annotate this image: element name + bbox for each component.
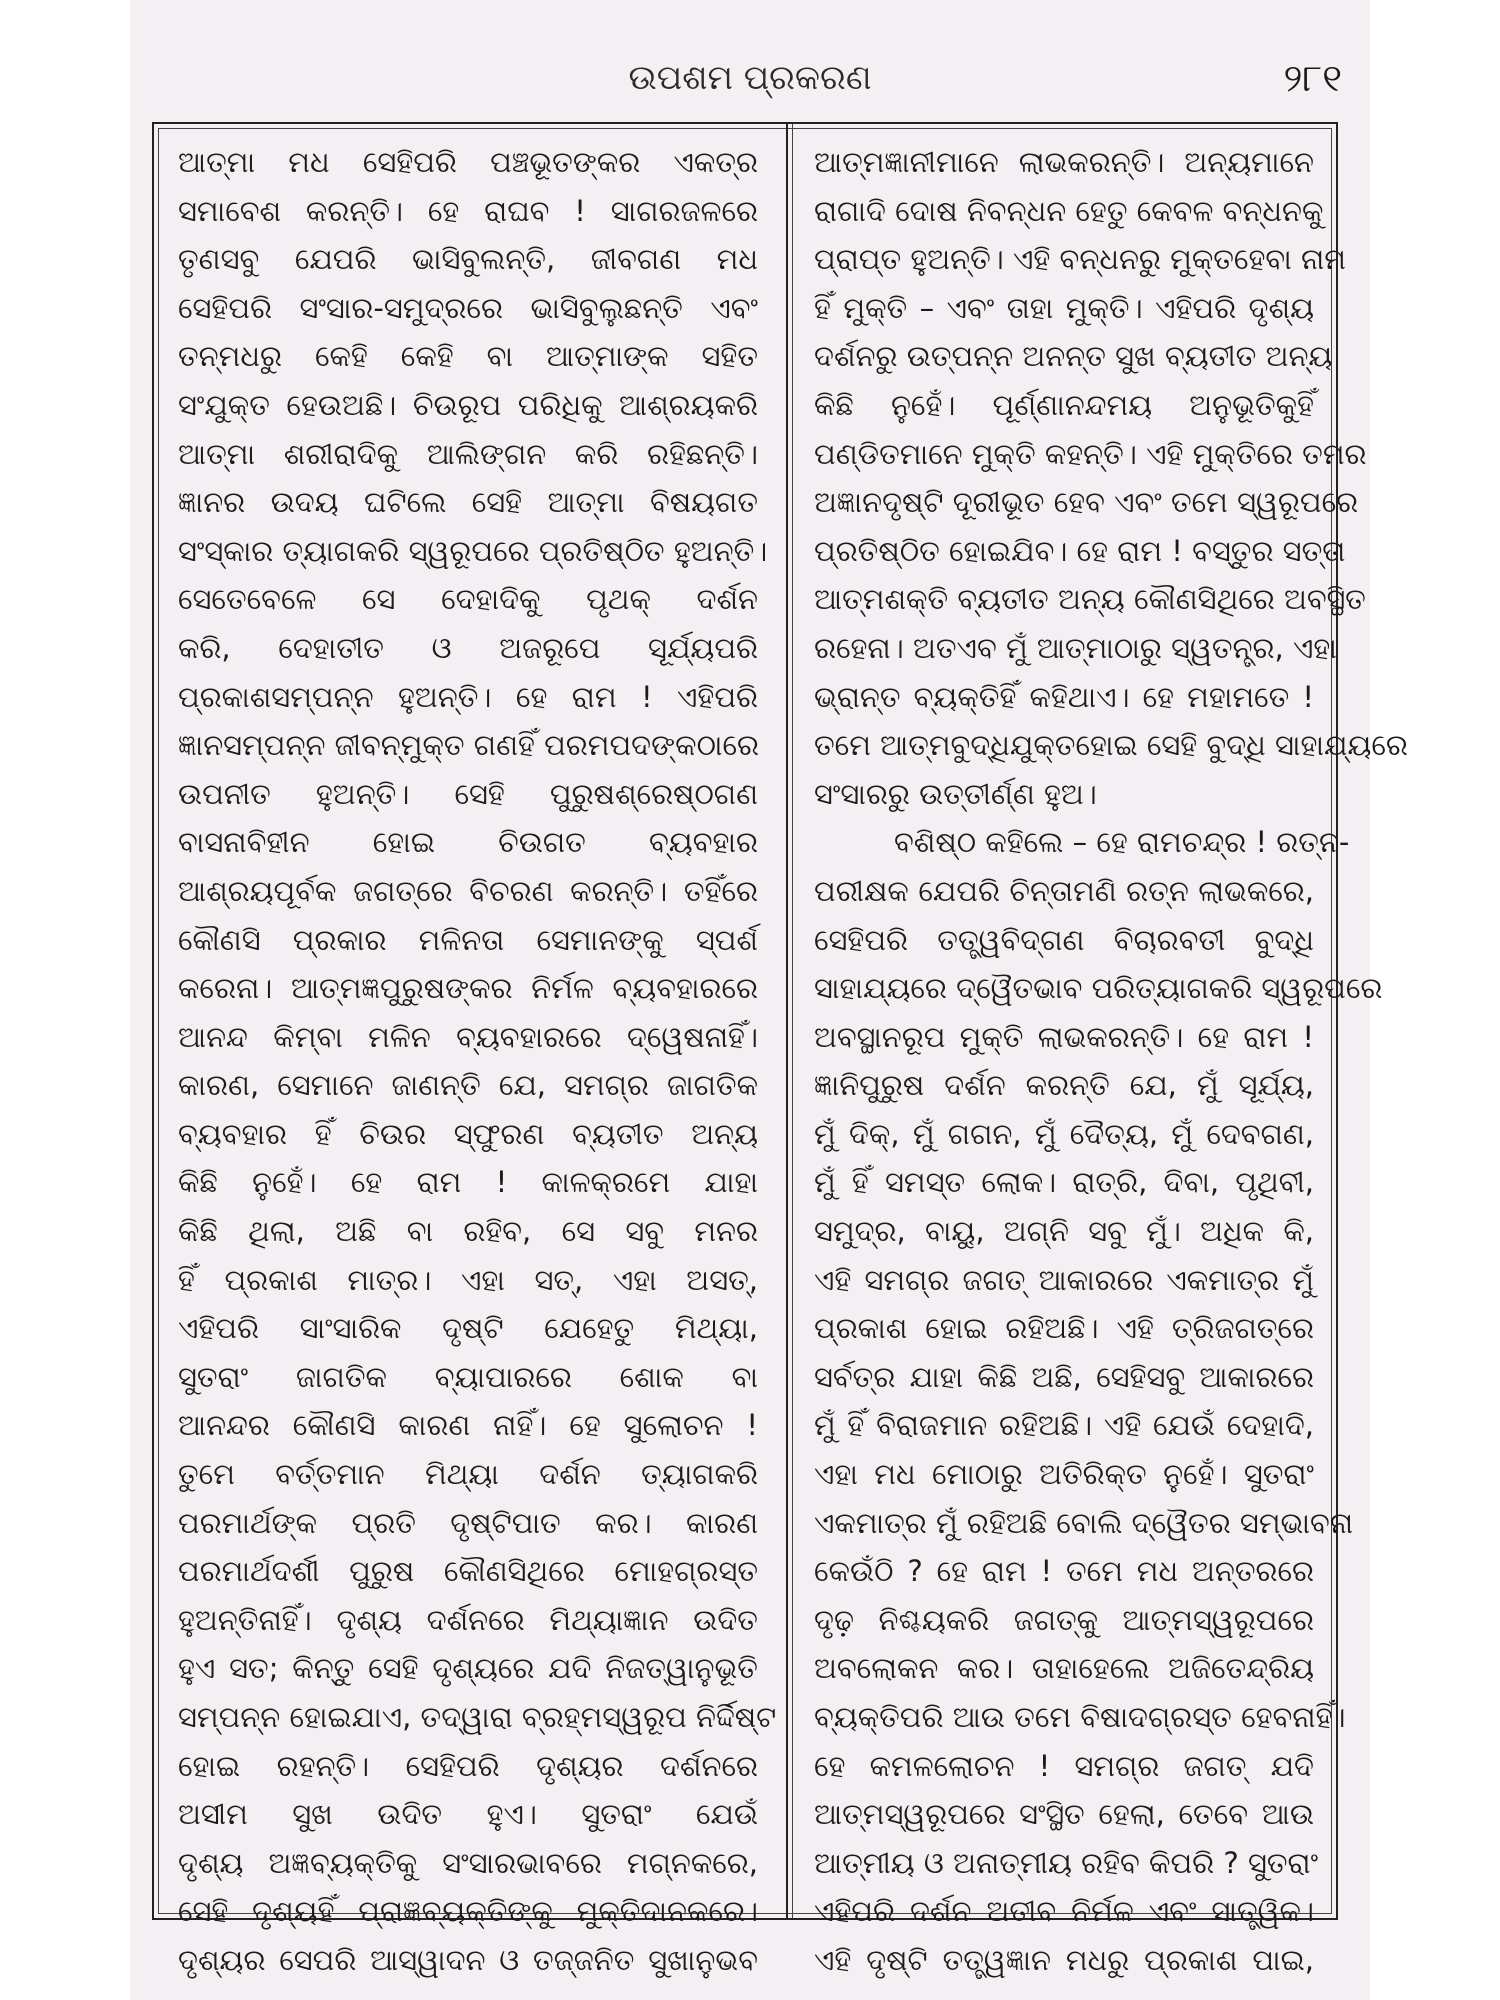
text-line: କରେନା। ଆତ୍ମଜ୍ଞପୁରୁଷଙ୍କର ନିର୍ମଳ ବ୍ୟବହାରରେ [178, 971, 758, 1006]
text-line: ସଂସାରରୁ ଉତ୍ତୀର୍ଣ୍ଣ ହୁଅ। [814, 776, 1097, 811]
text-line: ଜ୍ଞାନିପୁରୁଷ ଦର୍ଶନ କରନ୍ତି ଯେ, ମୁଁ ସୂର୍ଯ୍ୟ, [814, 1068, 1314, 1103]
text-line: ଏହା ମଧ ମୋଠାରୁ ଅତିରିକ୍ତ ନୁହେଁ। ସୁତରାଂ [814, 1457, 1314, 1492]
text-line: ଅବସ୍ଥାନରୂପ ମୁକ୍ତି ଲାଭକରନ୍ତି। ହେ ରାମ ! [814, 1019, 1314, 1054]
text-line: ଆନନ୍ଦ କିମ୍ବା ମଳିନ ବ୍ୟବହାରରେ ଦ୍ୱେଷନାହିଁ। [178, 1019, 758, 1054]
text-line: ହିଁ ମୁକ୍ତି – ଏବଂ ତାହା ମୁକ୍ତି। ଏହିପରି ଦୃଶ୍ୟ [814, 290, 1314, 325]
text-line: ଭ୍ରାନ୍ତ ବ୍ୟକ୍ତିହିଁ କହିଥାଏ। ହେ ମହାମତେ ! [814, 679, 1314, 714]
text-line: ପ୍ରତିଷ୍ଠିତ ହୋଇଯିବ। ହେ ରାମ ! ବସ୍ତୁର ସତ୍ତା [814, 533, 1346, 568]
text-line: ପଣ୍ଡିତମାନେ ମୁକ୍ତି କହନ୍ତି। ଏହି ମୁକ୍ତିରେ ତମର [814, 436, 1367, 471]
text-line: ଆତ୍ମଶକ୍ତି ବ୍ୟତୀତ ଅନ୍ୟ କୌଣସିଥିରେ ଅବସ୍ଥିତ [814, 582, 1366, 617]
right-column [814, 138, 1408, 1985]
text-line: ଆତ୍ମଜ୍ଞାନୀମାନେ ଲାଭକରନ୍ତି। ଅନ୍ୟମାନେ [814, 145, 1314, 179]
column-divider [786, 124, 788, 1918]
text-line: କିଛି ଥିଲା, ଅଛି ବା ରହିବ, ସେ ସବୁ ମନର [178, 1214, 758, 1249]
text-line: ମୁଁ ହିଁ ବିରାଜମାନ ରହିଅଛି। ଏହି ଯେଉଁ ଦେହାଦି, [814, 1408, 1314, 1443]
page-number: ୨୮୧ [1283, 56, 1342, 100]
text-line: ସମାବେଶ କରନ୍ତି। ହେ ରାଘବ ! ସାଗରଜଳରେ [178, 193, 758, 228]
text-line: ଜ୍ଞାନସମ୍ପନ୍ନ ଜୀବନ୍ମୁକ୍ତ ଗଣହିଁ ପରମପଦଙ୍କଠାରେ [178, 728, 760, 763]
text-line: ଆଶ୍ରୟପୂର୍ବକ ଜଗତ୍‌ରେ ବିଚରଣ କରନ୍ତି। ତହିଁରେ [178, 873, 758, 908]
text-line: ହେ କମଳଲୋଚନ ! ସମଗ୍ର ଜଗତ୍ ଯଦି [814, 1748, 1314, 1783]
text-line: ସେହିପରି ସଂସାର-ସମୁଦ୍ରରେ ଭାସିବୁଲୁଛନ୍ତି ଏବଂ [178, 290, 758, 325]
text-line: ରହେନା। ଅତଏବ ମୁଁ ଆତ୍ମାଠାରୁ ସ୍ୱତନ୍ତ୍ର, ଏହା [814, 630, 1337, 665]
text-line: ଆନନ୍ଦର କୌଣସି କାରଣ ନାହିଁ। ହେ ସୁଲୋଚନ ! [178, 1408, 758, 1443]
text-line: ବ୍ୟକ୍ତିପରି ଆଉ ତମେ ବିଷାଦଗ୍ରସ୍ତ ହେବନାହିଁ। [814, 1700, 1346, 1734]
text-line: ଏକମାତ୍ର ମୁଁ ରହିଅଛି ବୋଲି ଦ୍ୱୈତର ସମ୍ଭାବନା [814, 1505, 1354, 1540]
text-line: ଆତ୍ମୀୟ ଓ ଅନାତ୍ମୀୟ ରହିବ କିପରି ? ସୁତରାଂ [814, 1845, 1319, 1880]
text-line: ତୃଣସବୁ ଯେପରି ଭାସିବୁଲନ୍ତି, ଜୀବଗଣ ମଧ [178, 242, 758, 277]
text-frame [152, 122, 1408, 1977]
text-line: ପରମାର୍ଥଙ୍କ ପ୍ରତି ଦୃଷ୍ଟିପାତ କର। କାରଣ [178, 1505, 758, 1540]
text-line: ପ୍ରକାଶ ହୋଇ ରହିଅଛି। ଏହି ତ୍ରିଜଗତ୍‌ରେ [814, 1311, 1314, 1346]
text-line: ରାଗାଦି ଦୋଷ ନିବନ୍ଧନ ହେତୁ କେବଳ ବନ୍ଧନକୁ [814, 193, 1324, 228]
text-line: ତନ୍ମଧରୁ କେହି କେହି ବା ଆତ୍ମାଙ୍କ ସହିତ [178, 339, 758, 374]
text-line: ଜ୍ଞାନର ଉଦୟ ଘଟିଲେ ସେହି ଆତ୍ମା ବିଷୟଗତ [178, 485, 758, 520]
text-line: ତୁମେ ବର୍ତ୍ତମାନ ମିଥ୍ୟା ଦର୍ଶନ ତ୍ୟାଗକରି [178, 1457, 758, 1492]
text-line: ଏହିପରି ଦର୍ଶନ ଅତୀବ ନିର୍ମଳ ଏବଂ ସାତ୍ତ୍ୱିକ। [814, 1894, 1314, 1929]
text-line: ଦୃଶ୍ୟ ଅଜ୍ଞବ୍ୟକ୍ତିକୁ ସଂସାରଭାବରେ ମଗ୍ନକରେ, [178, 1845, 758, 1880]
text-line: ସଂଯୁକ୍ତ ହେଉଅଛି। ଚିଉରୂପ ପରିଧିକୁ ଆଶ୍ରୟକରି [178, 387, 758, 422]
text-line: ହୁଏ ସତ; କିନ୍ତୁ ସେହି ଦୃଶ୍ୟରେ ଯଦି ନିଜତ୍ୱାନୁଭୂତି [178, 1651, 758, 1686]
text-line: ଆତ୍ମସ୍ୱରୂପରେ ସଂସ୍ଥିତ ହେଲା, ତେବେ ଆଉ [814, 1797, 1314, 1832]
text-line: କାରଣ, ସେମାନେ ଜାଣନ୍ତି ଯେ, ସମଗ୍ର ଜାଗତିକ [178, 1068, 758, 1103]
left-column [178, 138, 777, 1985]
text-line: ଏହି ଦୃଷ୍ଟି ତତ୍ତ୍ୱଜ୍ଞାନ ମଧରୁ ପ୍ରକାଶ ପାଇ, [814, 1942, 1314, 1977]
text-line: ମୁଁ ଦିକ୍, ମୁଁ ଗଗନ, ମୁଁ ଦୈତ୍ୟ, ମୁଁ ଦେବଗଣ, [814, 1116, 1314, 1151]
text-line: ମୁଁ ହିଁ ସମସ୍ତ ଲୋକ। ରାତ୍ରି, ଦିବା, ପୃଥିବୀ, [814, 1165, 1314, 1200]
text-line: କୌଣସି ପ୍ରକାର ମଳିନତା ସେମାନଙ୍କୁ ସ୍ପର୍ଶ [178, 922, 758, 957]
text-line: ସୁତରାଂ ଜାଗତିକ ବ୍ୟାପାରରେ ଶୋକ ବା [178, 1359, 758, 1394]
text-line: ପରମାର୍ଥଦର୍ଶୀ ପୁରୁଷ କୌଣସିଥିରେ ମୋହଗ୍ରସ୍ତ [178, 1554, 758, 1589]
text-line: ଏହି ସମଗ୍ର ଜଗତ୍ ଆକାରରେ ଏକମାତ୍ର ମୁଁ [814, 1262, 1314, 1297]
text-line: ଅବଲୋକନ କର। ତାହାହେଲେ ଅଜିତେନ୍ଦ୍ରିୟ [814, 1651, 1314, 1686]
text-line: ହୁଅନ୍ତିନାହିଁ। ଦୃଶ୍ୟ ଦର୍ଶନରେ ମିଥ୍ୟାଜ୍ଞାନ ଉଦିତ [178, 1602, 758, 1637]
text-line: କିଛି ନୁହେଁ। ପୂର୍ଣ୍ଣାନନ୍ଦମୟ ଅନୁଭୂତିକୁହିଁ [814, 387, 1314, 422]
text-line: ପ୍ରକାଶସମ୍ପନ୍ନ ହୁଅନ୍ତି। ହେ ରାମ ! ଏହିପରି [178, 679, 758, 714]
text-line: ହୋଇ ରହନ୍ତି। ସେହିପରି ଦୃଶ୍ୟର ଦର୍ଶନରେ [178, 1748, 758, 1783]
text-line: ସାହାଯ୍ୟରେ ଦ୍ୱୈତଭାବ ପରିତ୍ୟାଗକରି ସ୍ୱରୂପରେ [814, 971, 1383, 1006]
text-line: ଦୃଢ଼ ନିଶ୍ଚୟକରି ଜଗତ୍‌କୁ ଆତ୍ମସ୍ୱରୂପରେ [814, 1602, 1314, 1637]
text-line: ସମୁଦ୍ର, ବାୟୁ, ଅଗ୍ନି ସବୁ ମୁଁ। ଅଧିକ କି, [814, 1214, 1314, 1249]
text-line: ସର୍ବତ୍ର ଯାହା କିଛି ଅଛି, ସେହିସବୁ ଆକାରରେ [814, 1359, 1314, 1394]
text-line: ସେତେବେଳେ ସେ ଦେହାଦିକୁ ପୃଥକ୍ ଦର୍ଶନ [178, 582, 758, 617]
text-line: ହିଁ ପ୍ରକାଶ ମାତ୍ର। ଏହା ସତ୍, ଏହା ଅସତ୍, [178, 1262, 758, 1297]
text-line: ବଶିଷ୍ଠ କହିଲେ – ହେ ରାମଚନ୍ଦ୍ର ! ରତ୍ନ- [894, 825, 1350, 860]
chapter-title: ଉପଶମ ପ୍ରକରଣ [628, 58, 872, 98]
text-line: ତମେ ଆତ୍ମବୁଦ୍ଧିଯୁକ୍ତହୋଇ ସେହି ବୁଦ୍ଧି ସାହାଯ୍ୟରେ [814, 728, 1408, 763]
text-line: ଦର୍ଶନରୁ ଉତ୍ପନ୍ନ ଅନନ୍ତ ସୁଖ ବ୍ୟତୀତ ଅନ୍ୟ [814, 339, 1333, 374]
text-line: ସେହି ଦୃଶ୍ୟହିଁ ପ୍ରାଜ୍ଞବ୍ୟକ୍ତିଙ୍କୁ ମୁକ୍ତିଦାନକରେ। [178, 1894, 758, 1929]
text-line: ବ୍ୟବହାର ହିଁ ଚିଉର ସ୍ଫୁରଣ ବ୍ୟତୀତ ଅନ୍ୟ [178, 1116, 758, 1151]
text-line: ପ୍ରାପ୍ତ ହୁଅନ୍ତି। ଏହି ବନ୍ଧନରୁ ମୁକ୍ତହେବା ନାମ [814, 242, 1346, 277]
text-line: ସଂସ୍କାର ତ୍ୟାଗକରି ସ୍ୱରୂପରେ ପ୍ରତିଷ୍ଠିତ ହୁଅନ୍ତି। [178, 533, 768, 568]
text-line: ଏହିପରି ସାଂସାରିକ ଦୃଷ୍ଟି ଯେହେତୁ ମିଥ୍ୟା, [178, 1311, 758, 1346]
text-line: ଉପନୀତ ହୁଅନ୍ତି। ସେହି ପୁରୁଷଶ୍ରେଷ୍ଠଗଣ [178, 776, 758, 811]
running-header [130, 52, 1370, 112]
text-line: ବାସନାବିହୀନ ହୋଇ ଚିଉଗତ ବ୍ୟବହାର [178, 825, 758, 860]
book-page [130, 0, 1408, 2000]
text-line: କେଉଁଠି ? ହେ ରାମ ! ତମେ ମଧ ଅନ୍ତରରେ [814, 1554, 1314, 1589]
text-line: କରି, ଦେହାତୀତ ଓ ଅଜରୂପେ ସୂର୍ଯ୍ୟପରି [178, 630, 758, 665]
text-line: କିଛି ନୁହେଁ। ହେ ରାମ ! କାଳକ୍ରମେ ଯାହା [178, 1165, 758, 1200]
text-line: ସେହିପରି ତତ୍ତ୍ୱବିଦ୍‌ଗଣ ବିଚାରବତୀ ବୁଦ୍ଧି [814, 922, 1314, 957]
text-line: ଆତ୍ମା ଶରୀରାଦିକୁ ଆଲିଙ୍ଗନ କରି ରହିଛନ୍ତି। [178, 436, 758, 471]
text-line: ସମ୍ପନ୍ନ ହୋଇଯାଏ, ତଦ୍ୱାରା ବ୍ରହ୍ମସ୍ୱରୂପ ନିର୍ଦ୍ଦିଷ୍ଟ [178, 1700, 777, 1734]
text-line: ଅଜ୍ଞାନଦୃଷ୍ଟି ଦୂରୀଭୂତ ହେବ ଏବଂ ତମେ ସ୍ୱରୂପରେ [814, 485, 1359, 520]
text-line: ଅସୀମ ସୁଖ ଉଦିତ ହୁଏ। ସୁତରାଂ ଯେଉଁ [178, 1797, 758, 1832]
text-line: ପରୀକ୍ଷକ ଯେପରି ଚିନ୍ତାମଣି ରତ୍ନ ଲାଭକରେ, [814, 873, 1314, 908]
text-line: ଦୃଶ୍ୟର ସେପରି ଆସ୍ୱାଦନ ଓ ତଜ୍ଜନିତ ସୁଖାନୁଭବ [178, 1942, 758, 1977]
text-line: ଆତ୍ମା ମଧ ସେହିପରି ପଞ୍ଚଭୂତଙ୍କର ଏକତ୍ର [178, 145, 758, 179]
